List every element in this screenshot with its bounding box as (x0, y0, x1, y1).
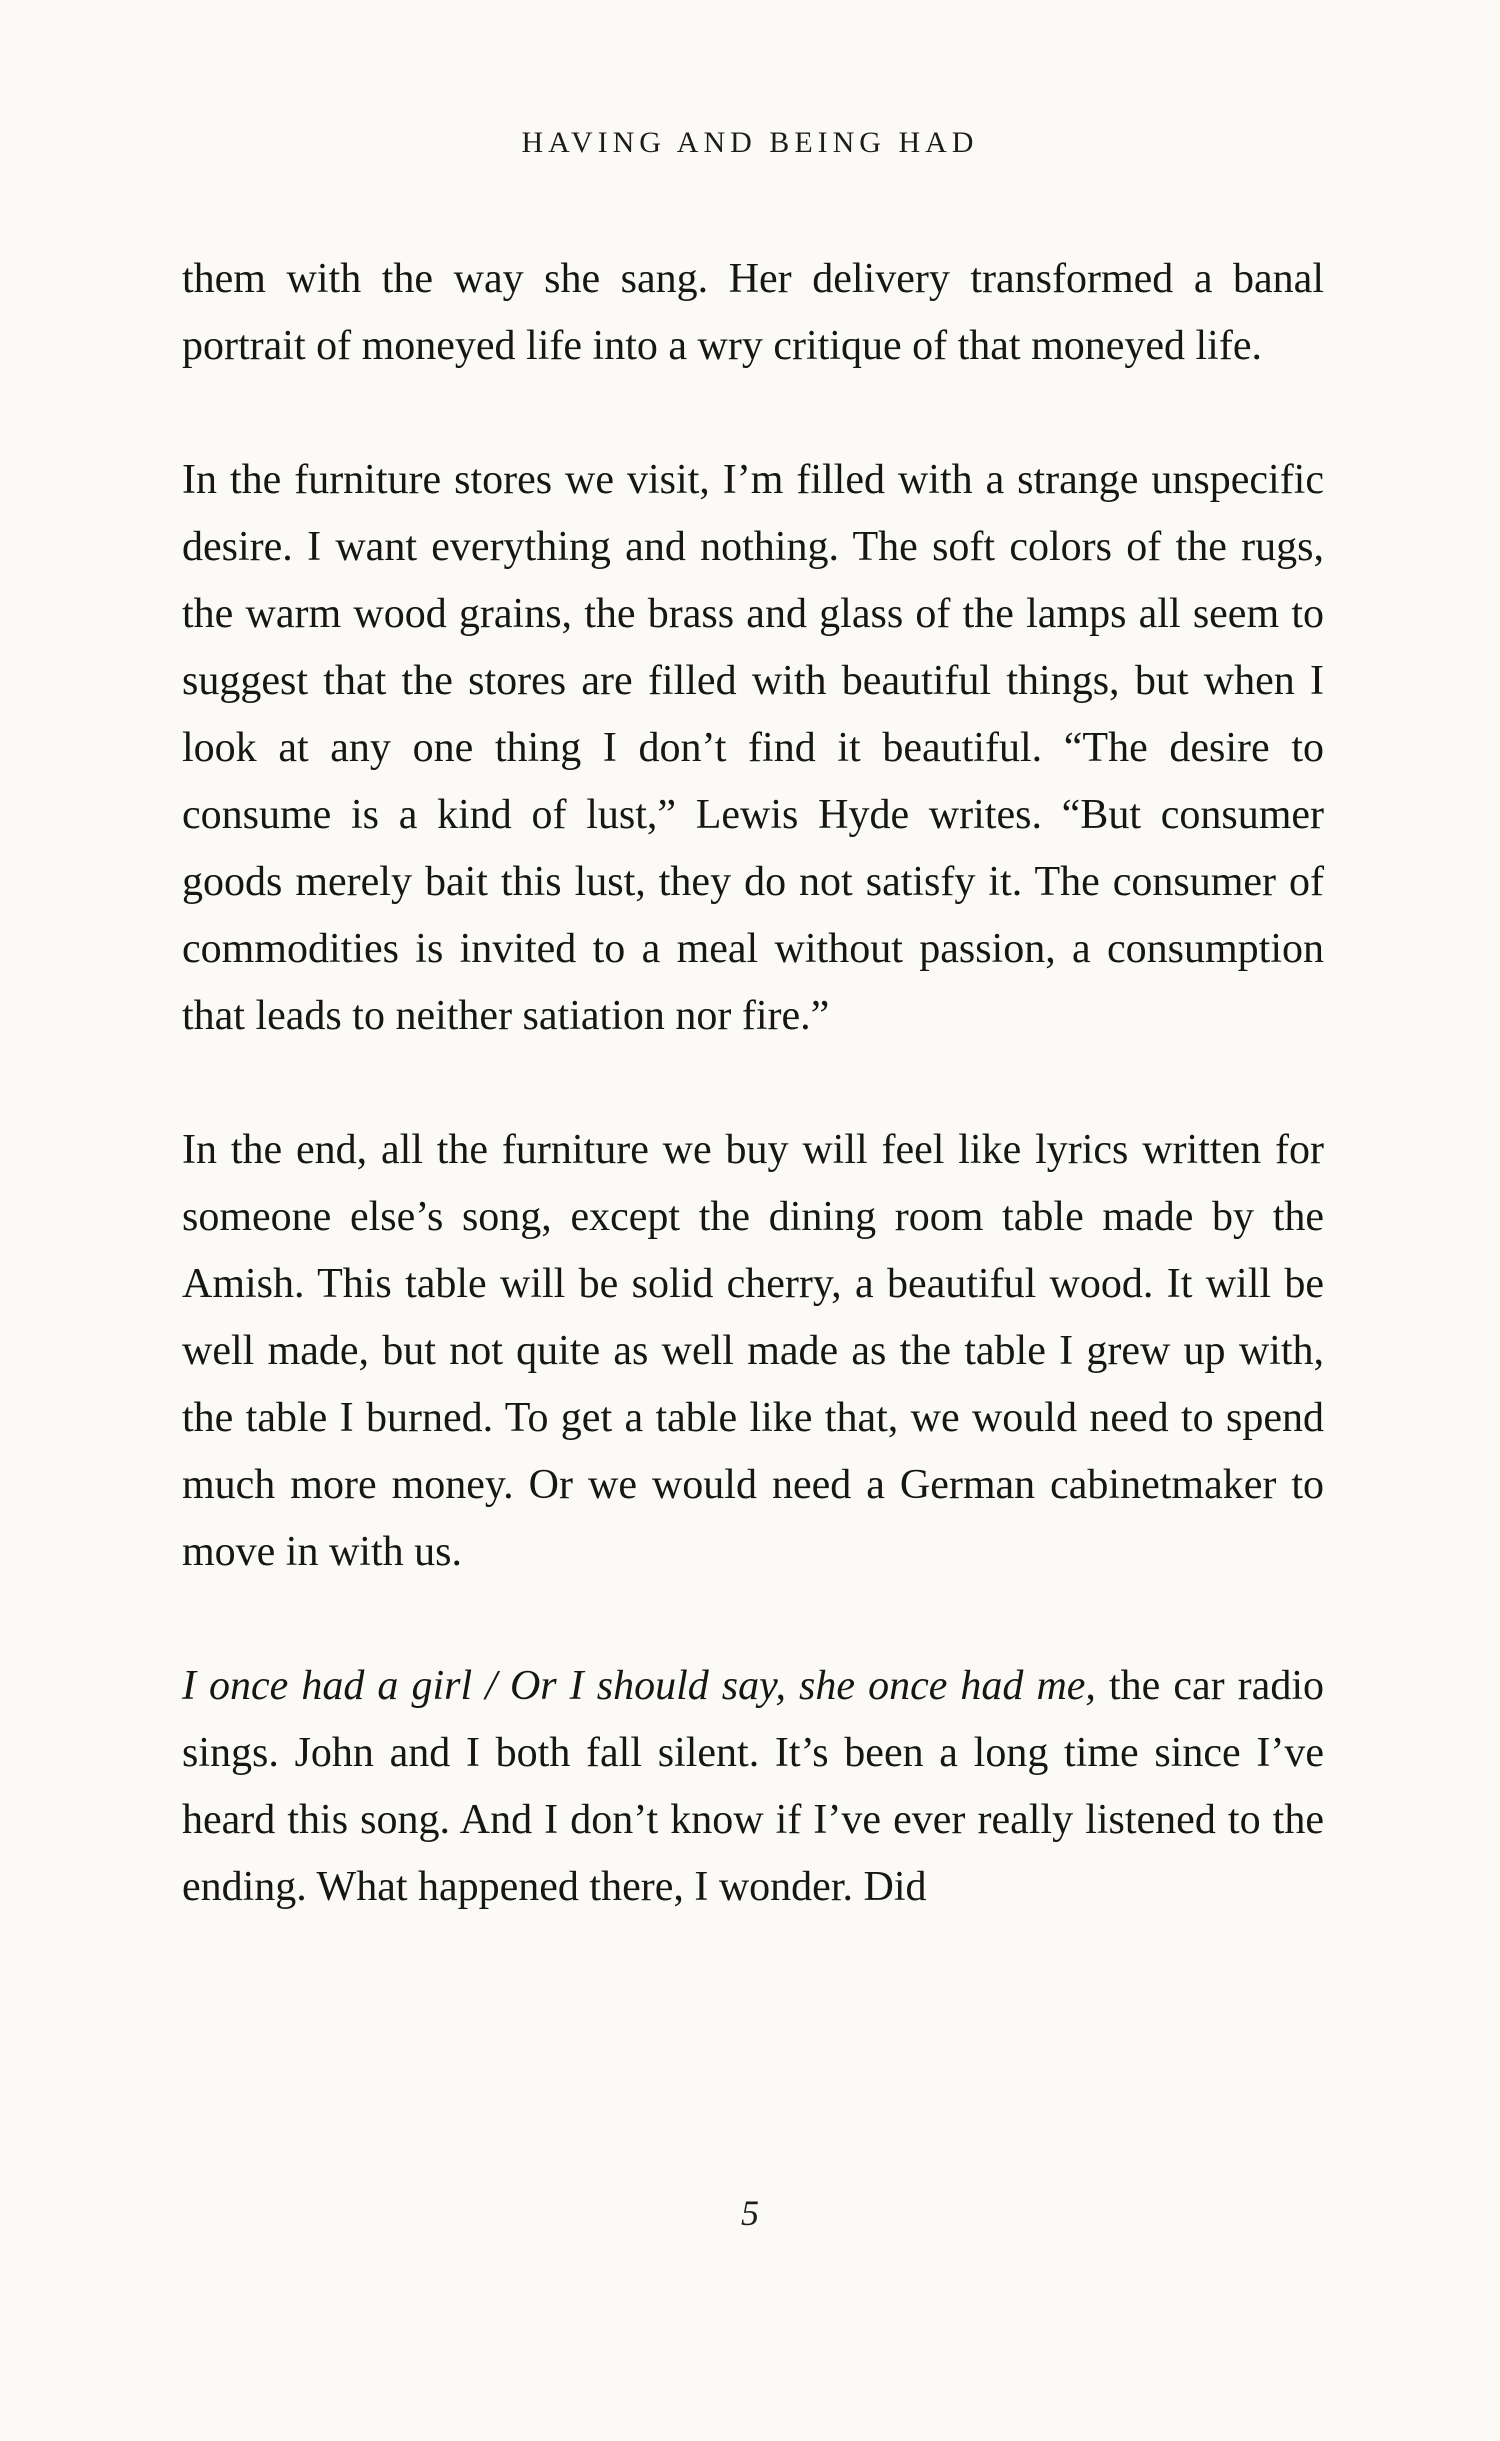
paragraph-continuation: them with the way she sang. Her delivery transformed a banal portrait of moneyed life into a wry critique of that moneyed life. (182, 256, 1324, 369)
paragraph-car-radio-text: the car radio sings. John and I both fall silent. It’s been a long time since I’ve heard this song. And I don’t know if I’ve ever really listened to the ending. What happened there, I wonder. Did (182, 1663, 1324, 1910)
paragraph-furniture-stores: In the furniture stores we visit, I’m filled with a strange unspecific desire. I want everything and nothing. The soft colors of the rugs, the warm wood grains, the brass and glass of the lamps all seem to suggest that the stores are filled with beautiful things, but when I look at any one thing I don’t find it beautiful. “The desire to consume is a kind of lust,” Lewis Hyde writes. “But consumer goods merely bait this lust, they do not satisfy it. The consumer of commodities is invited to a meal without passion, a consumption that leads to neither satiation nor fire.” (182, 457, 1324, 1039)
song-lyric: I once had a girl / Or I should say, she once had me, (182, 1663, 1096, 1709)
paragraph-dining-table: In the end, all the furniture we buy will feel like lyrics written for someone else’s song, except the dining room table made by the Amish. This table will be solid cherry, a beautiful wood. It will be well made, but not quite as well made as the table I grew up with, the table I burned. To get a table like that, we would need to spend much more money. Or we would need a German cabinetmaker to move in with us. (182, 1127, 1324, 1575)
page-number: 5 (741, 2193, 759, 2233)
running-head: HAVING AND BEING HAD (521, 126, 979, 159)
body-text (182, 246, 1324, 1921)
paragraph-car-radio (182, 1653, 1324, 1921)
